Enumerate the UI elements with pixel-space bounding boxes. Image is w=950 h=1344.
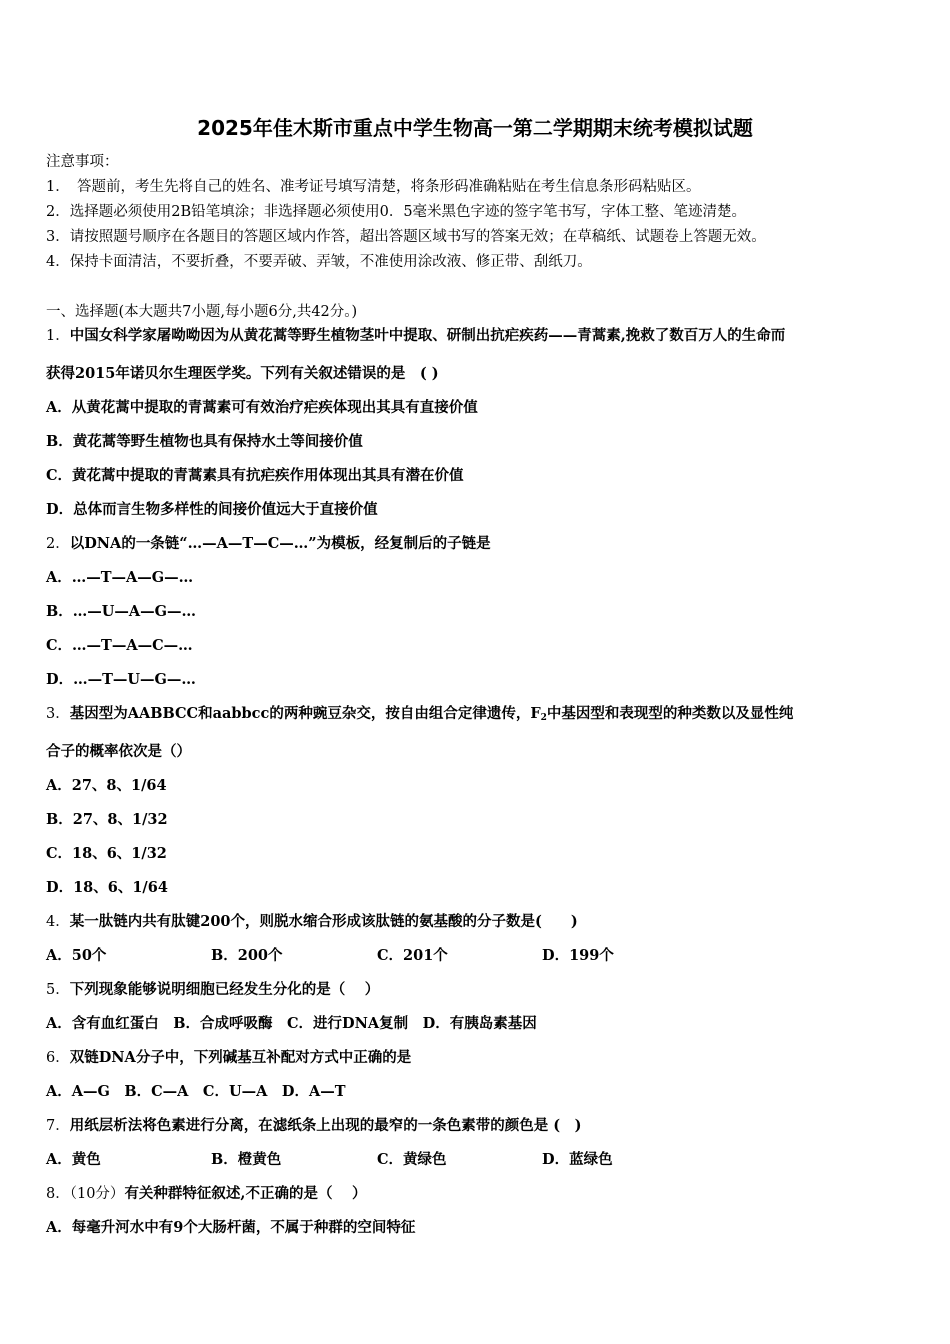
option-c: C．黄花蒿中提取的青蒿素具有抗疟疾作用体现出其具有潜在价值 <box>46 467 464 484</box>
subscript: 2 <box>540 713 547 723</box>
question-1-cont: 获得2015年诺贝尔生理医学奖。下列有关叙述错误的是 ( ) <box>46 365 439 382</box>
option-d: D．199个 <box>542 947 614 964</box>
question-7 <box>46 1116 582 1136</box>
notice-item: 1． 答题前，考生先将自己的姓名、准考证号填写清楚，将条形码准确粘贴在考生信息条形码粘贴区。 <box>46 179 701 195</box>
question-text: 中基因型和表现型的种类数以及显性纯 <box>546 705 794 722</box>
question-number: 3． <box>46 706 70 722</box>
question-text: 以DNA的一条链“…—A—T—C—…”为模板，经复制后的子链是 <box>69 535 491 552</box>
question-text: 用纸层析法将色素进行分离，在滤纸条上出现的最窄的一条色素带的颜色是 ( ) <box>69 1117 582 1134</box>
option-a: A．50个 <box>46 947 107 964</box>
question-text: 基因型为AABBCC和aabbcc的两种豌豆杂交，按自由组合定律遗传，F <box>69 705 541 722</box>
option-b: B．200个 <box>211 947 283 964</box>
question-1 <box>46 326 785 346</box>
option-c: C．…—T—A—C—… <box>46 637 193 654</box>
question-3 <box>46 704 793 728</box>
question-number: 6． <box>46 1050 70 1066</box>
question-number: 8． <box>46 1186 70 1202</box>
question-text: 有关种群特征叙述,不正确的是（ ） <box>124 1185 367 1202</box>
notice-item: 4．保持卡面清洁，不要折叠，不要弄破、弄皱，不准使用涂改液、修正带、刮纸刀。 <box>46 254 592 270</box>
option-d: D．…—T—U—G—… <box>46 671 196 688</box>
question-5 <box>46 980 379 1000</box>
option-d: D．总体而言生物多样性的间接价值远大于直接价值 <box>46 501 378 518</box>
option-d: D．18、6、1/64 <box>46 879 168 896</box>
question-number: 1． <box>46 328 70 344</box>
question-number: 4． <box>46 914 70 930</box>
option-c: C．黄绿色 <box>377 1151 447 1168</box>
question-score: （10分） <box>69 1186 125 1202</box>
question-number: 2． <box>46 536 70 552</box>
question-text: 下列现象能够说明细胞已经发生分化的是（ ） <box>69 981 380 998</box>
option-a: A．27、8、1/64 <box>46 777 167 794</box>
section-heading: 一、选择题(本大题共7小题,每小题6分,共42分。) <box>46 304 358 320</box>
notice-heading: 注意事项： <box>46 154 119 170</box>
option-c: C．201个 <box>377 947 448 964</box>
option-b: B．黄花蒿等野生植物也具有保持水土等间接价值 <box>46 433 363 450</box>
option-a: A．黄色 <box>46 1151 101 1168</box>
question-number: 7． <box>46 1118 70 1134</box>
option-d: D．蓝绿色 <box>542 1151 613 1168</box>
options-row: A．含有血红蛋白 B．合成呼吸酶 C．进行DNA复制 D．有胰岛素基因 <box>46 1015 537 1032</box>
question-text: 双链DNA分子中，下列碱基互补配对方式中正确的是 <box>69 1049 412 1066</box>
notice-item: 2．选择题必须使用2B铅笔填涂；非选择题必须使用0．5毫米黑色字迹的签字笔书写，字体工整、笔迹清楚。 <box>46 204 747 220</box>
option-c: C．18、6、1/32 <box>46 845 167 862</box>
question-number: 5． <box>46 982 70 998</box>
question-text: 某一肽链内共有肽键200个，则脱水缩合形成该肽链的氨基酸的分子数是( ) <box>69 913 578 930</box>
question-6 <box>46 1048 411 1068</box>
question-2 <box>46 534 491 554</box>
option-b: B．橙黄色 <box>211 1151 282 1168</box>
page-title: 2025年佳木斯市重点中学生物高一第二学期期末统考模拟试题 <box>197 116 753 140</box>
options-row: A．A—G B．C—A C．U—A D．A—T <box>46 1083 346 1100</box>
option-a: A．从黄花蒿中提取的青蒿素可有效治疗疟疾体现出其具有直接价值 <box>46 399 478 416</box>
option-b: B．27、8、1/32 <box>46 811 168 828</box>
question-3-cont: 合子的概率依次是（） <box>46 743 191 760</box>
question-8 <box>46 1184 367 1204</box>
notice-item: 3．请按照题号顺序在各题目的答题区域内作答，超出答题区域书写的答案无效；在草稿纸、试题卷上答题无效。 <box>46 229 766 245</box>
option-a: A．每毫升河水中有9个大肠杆菌，不属于种群的空间特征 <box>46 1219 416 1236</box>
question-4 <box>46 912 578 932</box>
question-text: 中国女科学家屠呦呦因为从黄花蒿等野生植物茎叶中提取、研制出抗疟疾药——青蒿素,挽救了数百万人的生命而 <box>69 327 786 344</box>
option-a: A．…—T—A—G—… <box>46 569 194 586</box>
option-b: B．…—U—A—G—… <box>46 603 197 620</box>
